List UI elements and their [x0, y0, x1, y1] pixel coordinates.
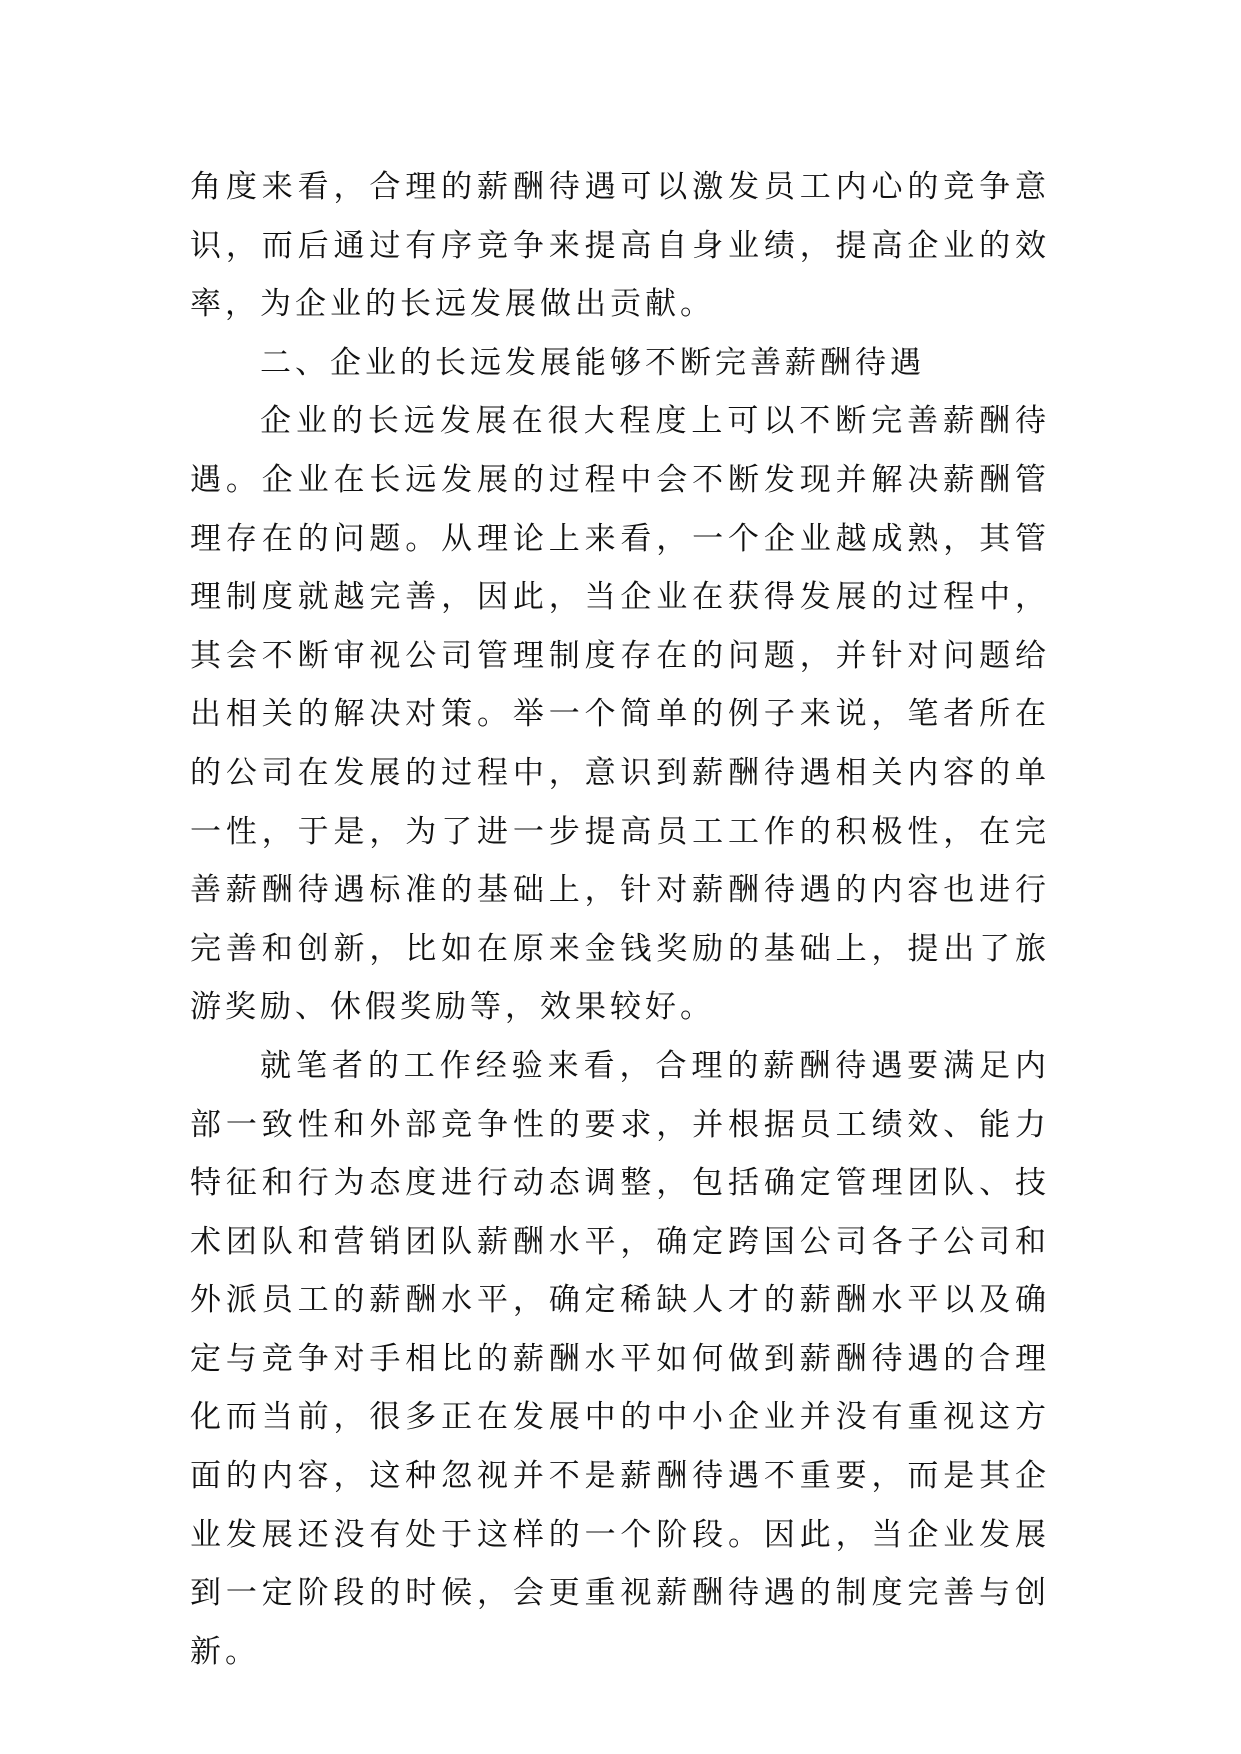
paragraph-continued: 角度来看，合理的薪酬待遇可以激发员工内心的竞争意识，而后通过有序竞争来提高自身业绩，提高企业的效率，为企业的长远发展做出贡献。 [190, 169, 1050, 323]
paragraph: 就笔者的工作经验来看，合理的薪酬待遇要满足内部一致性和外部竞争性的要求，并根据员工绩效、能力特征和行为态度进行动态调整，包括确定管理团队、技术团队和营销团队薪酬水平，确定跨国公司各子公司和外派员工的薪酬水平，确定稀缺人才的薪酬水平以及确定与竞争对手相比的薪酬水平如何做到薪酬待遇的合理化而当前，很多正在发展中的中小企业并没有重视这方面的内容，这种忽视并不是薪酬待遇不重要，而是其企业发展还没有处于这样的一个阶段。因此，当企业发展到一定阶段的时候，会更重视薪酬待遇的制度完善与创新。 [190, 1047, 1050, 1670]
document-body [190, 158, 1050, 1681]
paragraph: 企业的长远发展在很大程度上可以不断完善薪酬待遇。企业在长远发展的过程中会不断发现并解决薪酬管理存在的问题。从理论上来看，一个企业越成熟，其管理制度就越完善，因此，当企业在获得发展的过程中，其会不断审视公司管理制度存在的问题，并针对问题给出相关的解决对策。举一个简单的例子来说，笔者所在的公司在发展的过程中，意识到薪酬待遇相关内容的单一性，于是，为了进一步提高员工工作的积极性，在完善薪酬待遇标准的基础上，针对薪酬待遇的内容也进行完善和创新，比如在原来金钱奖励的基础上，提出了旅游奖励、休假奖励等，效果较好。 [190, 403, 1050, 1026]
section-heading: 二、企业的长远发展能够不断完善薪酬待遇 [260, 344, 925, 381]
